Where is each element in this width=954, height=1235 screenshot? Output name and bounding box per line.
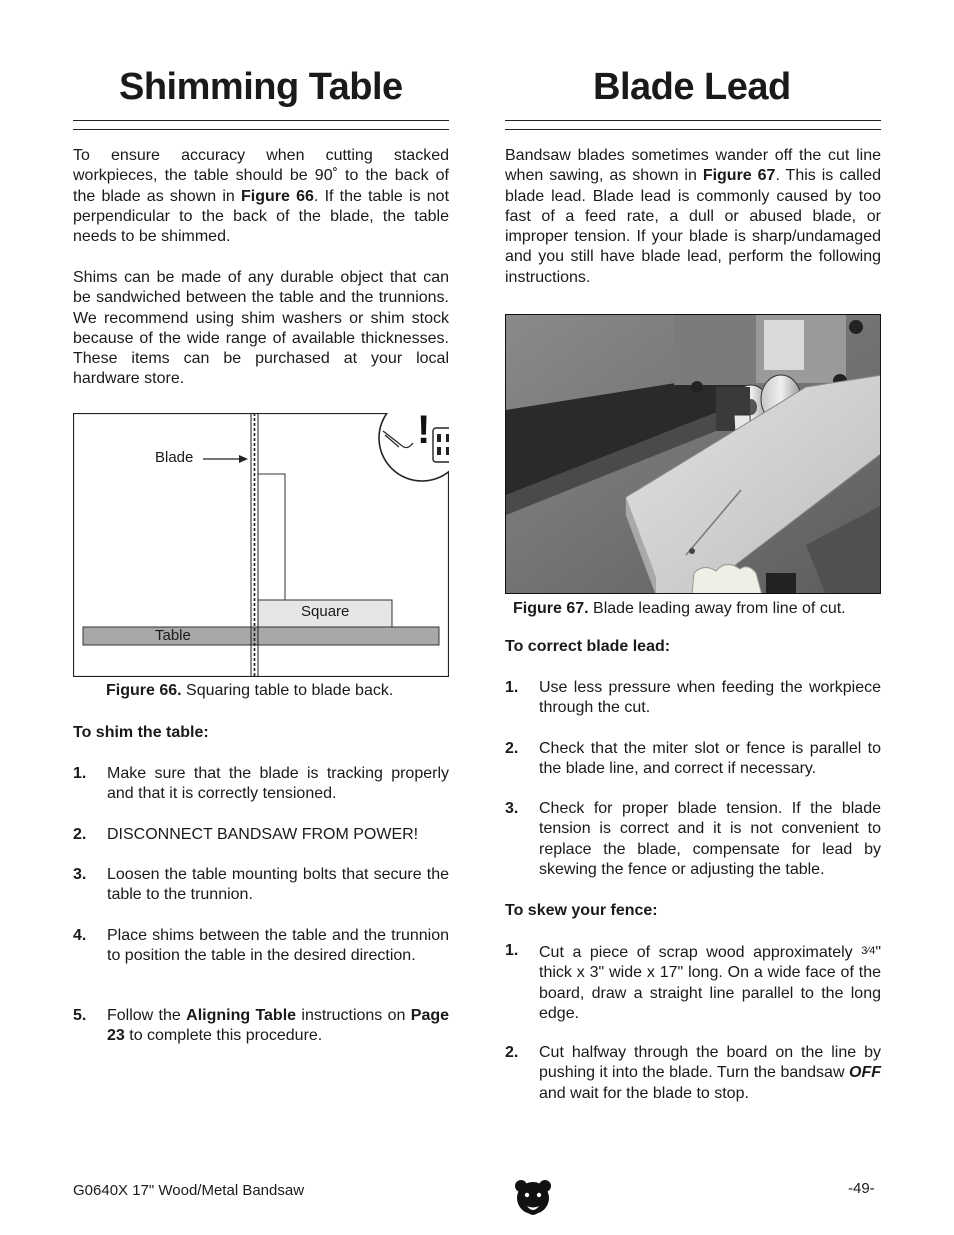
- square-vertical-leg: [258, 474, 285, 600]
- footer-model: G0640X 17" Wood/Metal Bandsaw: [73, 1182, 305, 1199]
- figure-67-photo: [505, 314, 881, 594]
- step-number: 5.: [73, 1007, 87, 1024]
- step-text: [107, 1006, 449, 1047]
- skew-step-1: [505, 941, 881, 1024]
- step-number: 1.: [73, 765, 87, 782]
- step-text: Loosen the table mounting bolts that secure the table to the trunnion.: [107, 866, 449, 904]
- caption-label: Figure 67.: [513, 600, 589, 617]
- step-text: Use less pressure when feeding the workpiece through the cut.: [539, 679, 881, 717]
- step-text: Place shims between the table and the trunnion to position the table in the desired direction.: [107, 927, 449, 965]
- footer-page-number: -49-: [848, 1180, 875, 1197]
- svg-text:!: !: [417, 413, 431, 452]
- step-text-part: Cut a piece of scrap wood approximately: [539, 944, 862, 961]
- shim-step-2: [73, 825, 449, 845]
- correct-step-3: [505, 799, 881, 880]
- step-text: Check that the miter slot or fence is parallel to the blade line, and correct if necessary.: [539, 740, 881, 778]
- skew-fence-heading: To skew your fence:: [505, 902, 658, 919]
- blade-label: Blade: [155, 449, 194, 466]
- step-text-part: instructions on: [296, 1007, 411, 1024]
- title-rule-top: [73, 120, 449, 121]
- step-text: [539, 1043, 881, 1104]
- step-number: 2.: [505, 740, 519, 757]
- fraction: 3⁄4: [861, 945, 876, 957]
- correct-step-2: [505, 739, 881, 780]
- para-text: Bandsaw blades sometimes wander off the cut line when sawing, as shown in: [505, 147, 881, 185]
- step-number: 3.: [73, 866, 87, 883]
- shims-paragraph: Shims can be made of any durable object that can be sandwiched between the table and the trunnions. We recommend using shim washers or shim stock because of the wide range of available thicknesses. These items can be purchased at your local hardware store.: [73, 269, 449, 388]
- skew-step-2: [505, 1043, 881, 1104]
- para-text: To ensure accuracy when cutting stacked workpieces, the table should be 90˚ to the back of the blade as shown in: [73, 147, 449, 205]
- step-number: 2.: [505, 1044, 519, 1061]
- step-text-part: " thick x 3" wide x 17" long. On a wide face of the board, draw a straight line parallel to the long edge.: [539, 944, 881, 1022]
- section-title-shimming-table: Shimming Table: [119, 66, 403, 108]
- title-rule-top: [505, 120, 881, 121]
- correct-lead-heading: To correct blade lead:: [505, 638, 671, 655]
- step-text-part: Cut halfway through the board on the line by pushing it into the blade. Turn the bandsaw: [539, 1044, 881, 1082]
- step-text: Make sure that the blade is tracking properly and that it is correctly tensioned.: [107, 765, 449, 803]
- figure-reference: Figure 67: [702, 167, 776, 185]
- section-title-blade-lead: Blade Lead: [593, 66, 791, 108]
- figure-66-diagram: [73, 413, 449, 677]
- figure-reference: Figure 66: [241, 187, 314, 205]
- para-text: . This is called blade lead. Blade lead is commonly caused by too fast of a feed rate, a dull or abused blade, or improper tension. If your blade is sharp/undamaged and you still have blade lead, perform the following instructions.: [505, 167, 882, 286]
- step-number: 4.: [73, 927, 87, 944]
- shim-step-5: [73, 1006, 449, 1047]
- squaring-diagram: [73, 413, 449, 677]
- shim-step-1: [73, 764, 449, 805]
- caption-text: Blade leading away from line of cut.: [588, 600, 846, 617]
- shim-step-4: [73, 926, 449, 967]
- shimming-intro-paragraph: [73, 146, 449, 247]
- shim-step-3: [73, 865, 449, 906]
- step-text-part: to complete this procedure.: [124, 1027, 323, 1045]
- step-number: 1.: [505, 679, 519, 696]
- off-emphasis: OFF: [849, 1064, 881, 1082]
- step-number: 3.: [505, 800, 519, 817]
- title-rule-bottom: [73, 129, 449, 130]
- para-text: . If the table is not perpendicular to the back of the blade, the table needs to be shimmed.: [73, 187, 450, 246]
- caption-label: Figure 66.: [106, 682, 182, 699]
- step-text: DISCONNECT BANDSAW FROM POWER!: [107, 826, 419, 843]
- table-bar: [83, 627, 439, 645]
- correct-step-1: [505, 678, 881, 719]
- step-text-part: and wait for the blade to stop.: [539, 1084, 749, 1102]
- page-reference: Page 23: [107, 1007, 450, 1045]
- table-label: Table: [155, 627, 191, 644]
- blade-lead-photo: [506, 315, 881, 594]
- figure-67-caption: [513, 599, 846, 619]
- step-number: 2.: [73, 826, 87, 843]
- step-text: Check for proper blade tension. If the blade tension is correct and it is not convenient to replace the blade, compensate for lead by skewing the fence or adjusting the table.: [539, 800, 881, 878]
- figure-66-caption: [106, 681, 393, 701]
- bear-head-logo-icon: [514, 1178, 552, 1220]
- blade-lead-paragraph: [505, 146, 881, 288]
- shim-steps-heading: To shim the table:: [73, 724, 209, 741]
- section-reference: Aligning Table: [186, 1007, 297, 1024]
- caption-text: Squaring table to blade back.: [181, 682, 394, 699]
- push-block: [692, 564, 762, 594]
- step-text: [539, 941, 881, 1024]
- step-text-part: Follow the: [107, 1007, 187, 1024]
- square-label: Square: [301, 603, 350, 620]
- step-number: 1.: [505, 942, 519, 959]
- title-rule-bottom: [505, 129, 881, 130]
